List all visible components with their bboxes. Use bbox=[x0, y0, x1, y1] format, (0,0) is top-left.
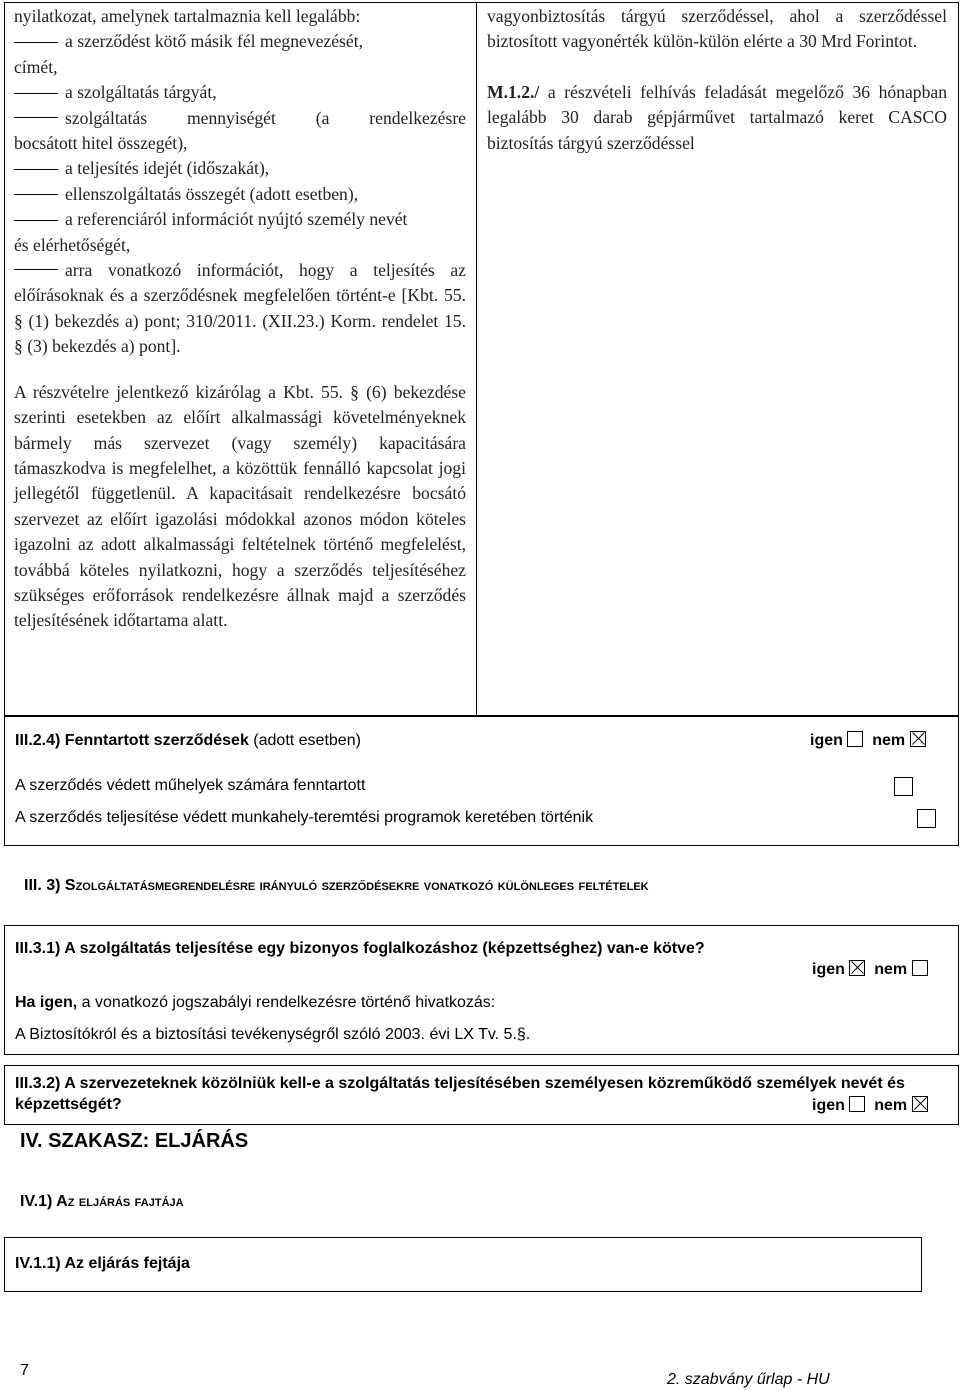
personnel-no-checkbox[interactable] bbox=[912, 1096, 928, 1112]
right-column bbox=[487, 4, 947, 156]
requirement-item: címét, bbox=[14, 56, 58, 77]
reserved-contracts-title: III.2.4) Fenntartott szerződések (adott esetben) bbox=[15, 732, 361, 749]
requirement-item: ellenszolgáltatás összegét (adott esetben), bbox=[14, 182, 466, 207]
personnel-yes-checkbox[interactable] bbox=[849, 1096, 865, 1112]
requirement-item: és elérhetőségét, bbox=[14, 234, 131, 255]
dash-mark bbox=[14, 169, 58, 170]
form-name: 2. szabvány űrlap - HU bbox=[667, 1371, 830, 1388]
dash-mark bbox=[14, 93, 58, 94]
capacity-paragraph: A részvételre jelentkező kizárólag a Kbt. 55. § (6) bekezdése szerinti esetekben az előírt alkalmassági követelményeknek bármely más szervezet (vagy személy) kapacitására támaszkodva is megfelelhet, a közöttük fennálló kapcsolat jogi jellegétől függetlenül. A kapacitásait rendelkezésre bocsátó szervezet az előírt igazolási módokkal azonos módon köteles igazolni az adott alkalmassági feltételnek történő megfelelést, továbbá köteles nyilatkozni, hogy a szerződés teljesítéséhez szükséges erőforrások rendelkezésre állnak majd a szerződés teljesítésének időtartama alatt. bbox=[14, 381, 466, 631]
profession-yes-checkbox[interactable] bbox=[849, 960, 865, 976]
profession-no-checkbox[interactable] bbox=[912, 960, 928, 976]
m12-paragraph: M.1.2./ a részvételi felhívás feladását megelőző 36 hónapban legalább 30 darab gépjárművet tartalmazó keret CASCO biztosítás tárgyú szerződéssel bbox=[487, 81, 947, 153]
reserved-contracts-yes-no: igen nem bbox=[810, 731, 926, 750]
requirement-item: a szerződést kötő másik fél megnevezését, bbox=[14, 29, 466, 54]
reserved-workshops-label: A szerződés védett műhelyek számára fenntartott bbox=[15, 777, 366, 794]
intro-line: nyilatkozat, amelynek tartalmaznia kell legalább: bbox=[14, 6, 361, 26]
m12-label: M.1.2./ bbox=[487, 81, 540, 102]
personnel-question-line1: III.3.2) A szervezeteknek közölniük kell-e a szolgáltatás teljesítésében személyesen közreműködő személyek nevét és bbox=[15, 1075, 905, 1092]
reserved-no-checkbox[interactable] bbox=[910, 731, 926, 747]
reserved-workshops-checkbox[interactable] bbox=[894, 777, 913, 796]
sheltered-employment-checkbox[interactable] bbox=[917, 809, 936, 828]
requirement-item: a referenciáról információt nyújtó személy nevét bbox=[14, 207, 466, 232]
section-3-3-heading: III. 3) Szolgáltatásmegrendelésre irányuló szerződésekre vonatkozó különleges feltételek bbox=[24, 877, 649, 894]
personnel-question-line2: képzettségét? bbox=[15, 1096, 122, 1113]
requirement-item: a szolgáltatás tárgyát, bbox=[14, 80, 466, 105]
personnel-yes-no: igen nem bbox=[812, 1096, 928, 1115]
dash-mark bbox=[14, 269, 58, 282]
procedure-type-label: IV.1.1) Az eljárás fejtája bbox=[15, 1255, 190, 1272]
page-number: 7 bbox=[20, 1362, 29, 1379]
legal-reference-value: A Biztosítókról és a biztosítási tevékenységről szóló 2003. évi LX Tv. 5.§. bbox=[15, 1026, 531, 1043]
dash-mark bbox=[14, 194, 58, 195]
profession-question: III.3.1) A szolgáltatás teljesítése egy bizonyos foglalkozáshoz (képzettséghez) van-e kötve? bbox=[15, 940, 705, 957]
asset-insurance-paragraph: vagyonbiztosítás tárgyú szerződéssel, ahol a szerződéssel biztosított vagyonérték külön-külön elérte a 30 Mrd Forintot. bbox=[487, 6, 947, 52]
dash-mark bbox=[14, 42, 58, 43]
dash-mark bbox=[14, 220, 58, 221]
legal-reference-label: Ha igen, a vonatkozó jogszabályi rendelkezésre történő hivatkozás: bbox=[15, 994, 496, 1011]
reference-paragraph: előírásoknak és a szerződésnek megfelelően történt-e [Kbt. 55. § (1) bekezdés a) pont; 310/2011. (XII.23.) Korm. rendelet 15. § (3) bekezdés a) pont]. bbox=[14, 285, 466, 357]
sheltered-employment-label: A szerződés teljesítése védett munkahely-teremtési programok keretében történik bbox=[15, 809, 594, 826]
section-4-title: IV. SZAKASZ: ELJÁRÁS bbox=[20, 1130, 249, 1152]
dash-mark bbox=[14, 117, 58, 130]
profession-yes-no: igen nem bbox=[812, 960, 928, 979]
requirement-item: bocsátott hitel összegét), bbox=[14, 133, 188, 154]
iv1-heading: IV.1) Az eljárás fajtája bbox=[20, 1193, 184, 1210]
column-divider bbox=[476, 2, 477, 716]
requirement-item: a teljesítés idejét (időszakát), bbox=[14, 156, 466, 181]
requirement-item: szolgáltatás mennyiségét (a rendelkezésre bbox=[14, 106, 466, 131]
reserved-yes-checkbox[interactable] bbox=[847, 731, 863, 747]
left-column bbox=[14, 4, 466, 634]
requirement-item: arra vonatkozó információt, hogy a teljesítés az bbox=[14, 258, 466, 283]
